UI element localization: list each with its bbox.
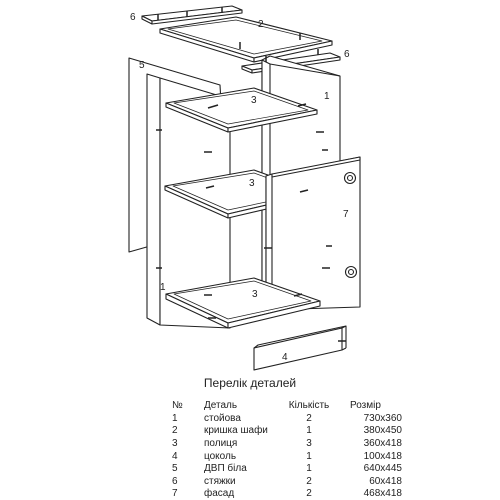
row-part: стойова — [204, 412, 241, 424]
row-size: 60x418 — [369, 475, 402, 487]
row-number: 6 — [172, 475, 178, 487]
row-size: 360x418 — [363, 438, 402, 450]
plinth-panel — [254, 326, 346, 370]
table-row — [172, 450, 408, 463]
header-part: Деталь — [204, 400, 238, 412]
row-quantity: 2 — [306, 412, 312, 424]
row-quantity: 1 — [306, 450, 312, 462]
cabinet-top-panel — [160, 17, 332, 62]
callout-6: 6 — [130, 12, 136, 23]
header-size: Розмір — [350, 400, 381, 412]
callout-1: 1 — [160, 282, 166, 293]
row-number: 5 — [172, 463, 178, 475]
row-number: 1 — [172, 412, 178, 424]
table-row — [172, 476, 408, 489]
table-row — [172, 425, 408, 438]
row-part: ДВП біла — [204, 463, 247, 475]
row-part: стяжки — [204, 475, 236, 487]
row-part: полиця — [204, 438, 238, 450]
row-size: 730x360 — [363, 412, 402, 424]
header-number: № — [172, 400, 183, 412]
callout-4: 4 — [282, 352, 288, 363]
row-number: 2 — [172, 425, 178, 437]
row-quantity: 1 — [306, 425, 312, 437]
callout-2: 2 — [258, 19, 264, 30]
row-quantity: 3 — [306, 438, 312, 450]
row-part: кришка шафи — [204, 425, 268, 437]
row-number: 4 — [172, 450, 178, 462]
row-quantity: 2 — [306, 475, 312, 487]
table-row — [172, 413, 408, 426]
callout-3: 3 — [251, 95, 257, 106]
header-quantity: Кількість — [288, 400, 330, 412]
callout-3: 3 — [252, 289, 258, 300]
row-size: 468x418 — [363, 488, 402, 500]
table-row — [172, 488, 408, 500]
row-quantity: 2 — [306, 488, 312, 500]
callout-1: 1 — [324, 91, 330, 102]
parts-list-title: Перелік деталей — [203, 376, 297, 390]
callout-5: 5 — [139, 60, 145, 71]
parts-list-table — [172, 400, 408, 500]
row-number: 7 — [172, 488, 178, 500]
callout-6: 6 — [344, 49, 350, 60]
row-size: 100x418 — [363, 450, 402, 462]
row-part: фасад — [204, 488, 235, 500]
table-row — [172, 463, 408, 476]
row-number: 3 — [172, 438, 178, 450]
row-quantity: 1 — [306, 463, 312, 475]
callout-3: 3 — [249, 178, 255, 189]
table-header-row — [172, 400, 408, 413]
row-part: цоколь — [204, 450, 237, 462]
callout-7: 7 — [343, 209, 349, 220]
table-row — [172, 438, 408, 451]
row-size: 640x445 — [363, 463, 402, 475]
row-size: 380x450 — [363, 425, 402, 437]
